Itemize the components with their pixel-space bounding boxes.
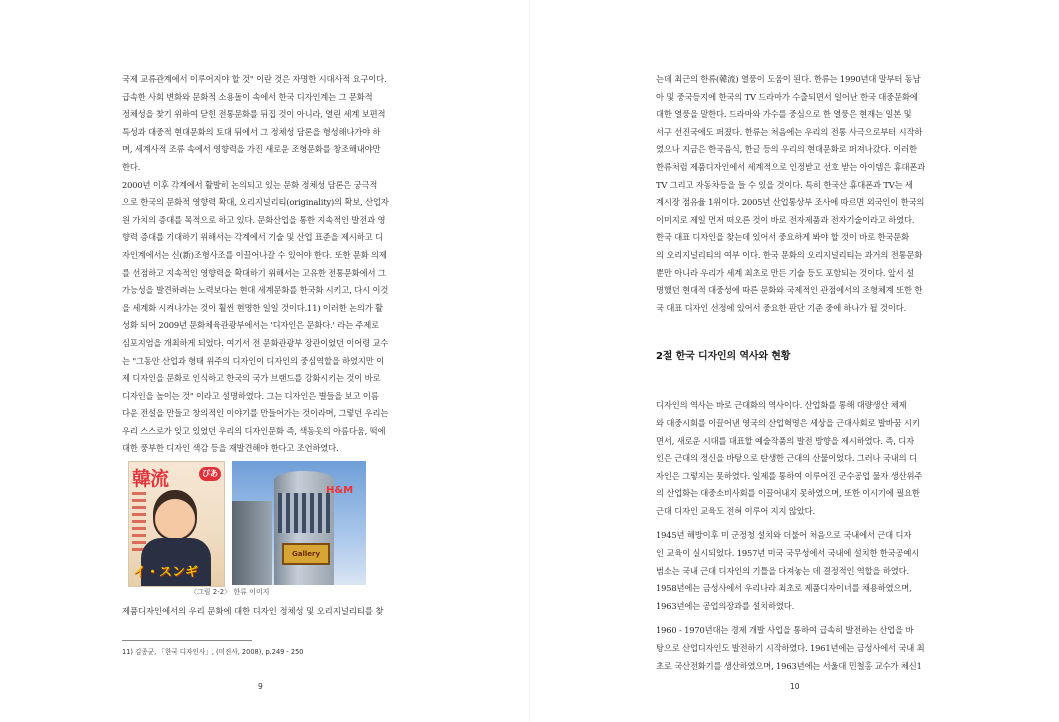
text-line: 와 대중시회를 이끌어낸 영국의 산업혁명은 세상을 근대사회로 발바꿈 시키 (656, 417, 920, 428)
footnote-divider (122, 640, 252, 641)
text-line: 으로 한국의 문화적 영향력 확대, 오리지널리티(originality)의 확보, 산업자 (122, 197, 389, 208)
text-line: 대한 열풍을 말한다. 드라마와 가수를 중심으로 한 열풍은 현재는 일본 및 (656, 109, 912, 120)
right-page (530, 0, 1059, 722)
magazine-title: 韓流 (132, 468, 169, 490)
text-line: 초로 국산전화기를 생산하였으며, 1963년에는 서울대 민철홍 교수가 체신1 (656, 660, 922, 671)
text-line: 디자인의 역사는 바로 근대화의 역사이다. 산업화를 통해 대량생산 체제 (656, 400, 907, 411)
tower-billboard (278, 493, 330, 533)
right-text-column (656, 71, 941, 675)
text-line: 급속한 사회 변화와 문화적 소용돌이 속에서 한국 디자인계는 그 문화적 (122, 91, 373, 102)
section-paragraph-1 (656, 397, 941, 520)
text-line: 를 선점하고 지속적인 영향력을 확대하기 위해서는 고유한 전통문화에서 그 (122, 267, 386, 278)
text-line: 성화 되어 2009년 문화체육관광부에서는 '디자인은 문화다.' 라는 주제로 (122, 320, 380, 331)
text-line: 인은 근대의 정신을 바탕으로 탄생한 근대의 산물이었다. 그러나 국내의 디 (656, 453, 917, 464)
hallyu-figure (128, 461, 398, 585)
text-line: 국제 교류관계에서 이루어지야 할 것" 이란 것은 자명한 시대사적 요구이다. (122, 74, 387, 84)
cover-text-decoration (132, 492, 146, 552)
store-sign: H&M (326, 485, 354, 496)
footnote: 11) 김종균, 「한국 디자인사」, (미진사, 2008), p.249 - 250 (122, 648, 304, 656)
text-line: 범소는 국내 근대 디자인의 기틀을 다져놓는 데 결정적인 역할을 하였다. (656, 565, 909, 576)
cover-portrait (153, 490, 197, 540)
magazine-cover-name: イ・スンギ (133, 565, 199, 580)
text-line: 우리 스스로가 잊고 있었던 우리의 디자인문화 즉, 색동옷의 아름다움, 떡에 (122, 425, 386, 436)
text-line: 아 및 중국등지에 한국의 TV 드라마가 수출되면서 일어난 한국 대중문화에 (656, 91, 918, 102)
text-line: 는 "그동안 산업과 형태 위주의 디자인이 디자인의 중심역할을 하였지만 이 (122, 355, 384, 366)
magazine-logo: ぴあ (199, 467, 221, 481)
text-line: 한국 대표 디자인을 찾는데 있어서 중요하게 봐야 할 것이 바로 한국문화 (656, 232, 909, 243)
text-line: 제 디자인을 문화로 인식하고 한국의 국가 브랜드를 강화시키는 것이 바로 (122, 373, 381, 384)
text-line: 을 세계화 시켜나가는 것이 훨씬 현명한 일일 것이다.11) 이러한 논의가 활 (122, 302, 383, 313)
section-heading: 2절 한국 디자인의 역사와 현황 (656, 351, 791, 363)
continuation-text: 제품디자인에서의 우리 문화에 대한 디자인 정체성 및 오리지널리티를 찾 (122, 606, 384, 616)
text-line: 다운 전설을 만들고 창의적인 이야기를 만들어가는 것이라며, 그렇던 우리는 (122, 408, 389, 419)
left-paragraph-1 (122, 71, 407, 177)
text-line: 한류처럼 제품디자인에서 세계적으로 인정받고 선호 받는 아이템은 휴대폰과 (656, 161, 926, 172)
text-line: 는데 최근의 한류(韓流) 열풍이 도움이 된다. 한류는 1990년대 말부터 동남 (656, 74, 921, 84)
text-line: 탕으로 산업디자인도 발전하기 시작하였다. 1961년에는 금성사에서 국내 최 (656, 643, 925, 654)
text-line: 원 가치의 증대를 목적으로 하고 있다. 문화산업을 통한 지속적인 발전과 영 (122, 214, 386, 225)
right-paragraph-1 (656, 71, 941, 229)
text-line: 계시장 점유율 1위이다. 2005년 산업통상부 조사에 따르면 외국인이 한국의 (656, 197, 925, 208)
text-line: 의 산업화는 대중소비사회를 이끌어내지 못하였으며, 또한 이시기에 필요한 (656, 488, 920, 499)
section-paragraph-3 (656, 622, 941, 675)
text-line: 특성과 대중적 현대문화의 토대 뒤에서 그 정체성 담론을 형성해나가야 하 (122, 126, 381, 137)
text-line: 1945년 해방이후 미 군정청 설치와 더불어 처음으로 국내에서 근대 디자 (656, 530, 912, 541)
left-paragraph-2 (122, 177, 407, 459)
left-text-column (122, 71, 407, 458)
text-line: 향력 증대를 기대하기 위해서는 각계에서 기술 및 산업 표준을 제시하고 디 (122, 232, 383, 243)
page-number: 10 (790, 682, 800, 691)
text-line: 자인계에서는 신(新)조형사조를 이끌어나갈 수 있어야 한다. 또한 문화 의제 (122, 249, 387, 260)
text-line: 근대 디자인 교육도 전혀 이루어 지지 않았다. (656, 505, 815, 516)
text-line: 심포지엄을 개최하게 되었다. 여기서 전 문화관광부 장관이었던 이어령 교수 (122, 337, 389, 348)
text-line: 1960 - 1970년대는 경제 개발 사업을 통하여 급속히 발전하는 산업을 바 (656, 625, 914, 636)
text-line: 정체성을 찾기 위하여 닫힌 전통문화를 뒤집 것이 아니라, 열린 세계 보편적 (122, 109, 386, 120)
text-line: TV 그리고 자동차등을 들 수 있을 것이다. 특히 한국산 휴대폰과 TV는 세 (656, 179, 913, 190)
page-number: 9 (258, 682, 263, 691)
figure-caption: 〈그림 2-2〉 한류 이미지 (190, 588, 270, 596)
text-line: 가능성을 발견하려는 노력보다는 현대 세계문화를 한국화 시키고, 다시 이것 (122, 285, 389, 296)
section-paragraph-2 (656, 527, 941, 615)
text-line: 1958년에는 금성사에서 우리나라 최초로 제품디자이너를 채용하였으며, (656, 583, 912, 594)
text-line: 이미지로 제일 먼저 떠오른 것이 바로 전자제품과 전자기술이라고 하였다. (656, 214, 915, 225)
text-line: 디자인을 높이는 것" 이라고 설명하였다. 그는 디자인은 별들을 보고 이름 (122, 390, 379, 401)
text-line: 면서, 새로운 시대를 대표할 예술작품의 발전 방향을 제시하였다. 즉, 디자 (656, 435, 914, 446)
text-line: 대한 풍부한 디자인 색감 등을 재발견해야 한다고 조언하였다. (122, 443, 339, 454)
text-line: 1963년에는 공업의장과를 설치하였다. (656, 600, 795, 611)
text-line: 서구 선진국에도 퍼졌다. 한류는 처음에는 우리의 전통 사극으로부터 시작하 (656, 126, 923, 137)
shopping-building-photo (232, 461, 366, 585)
text-line: 2000년 이후 각계에서 활발히 논의되고 있는 문화 정체성 담론은 궁극적 (122, 179, 378, 190)
text-line: 였으나 지금은 한국음식, 한글 등의 우리의 현대문화로 퍼져나갔다. 이러한 (656, 144, 917, 155)
text-line: 인 교육이 실시되었다. 1957년 미국 국무성에서 국내에 설치한 한국공예시 (656, 548, 920, 559)
text-line: 한다. (122, 161, 141, 172)
tower-banner: Gallery (282, 543, 330, 565)
magazine-cover-image (128, 461, 225, 587)
text-line: 명했던 현대적 대중성에 따른 문화와 국제적인 관점에서의 조형체계 또한 한 (656, 285, 923, 296)
text-line: 의 오리지널리티의 여부 이다. 한국 문화의 오리지널리티는 과거의 전통문화 (656, 249, 923, 260)
text-line: 뿐만 아니라 우리가 세계 최초로 만든 기술 등도 포함되는 것이다. 앞서 설 (656, 267, 914, 278)
text-line: 자인은 그렇지는 못하였다. 일제를 통하여 이루어진 군수공업 물자 생산위주 (656, 470, 923, 481)
right-paragraph-2 (656, 229, 941, 317)
text-line: 며, 세계사적 조류 속에서 영향력을 가진 새로운 조형문화를 창조해내야만 (122, 144, 381, 155)
adjacent-building (232, 501, 272, 585)
text-line: 국 대표 디자인 선정에 있어서 중요한 판단 기준 중에 하나가 될 것이다. (656, 302, 907, 313)
